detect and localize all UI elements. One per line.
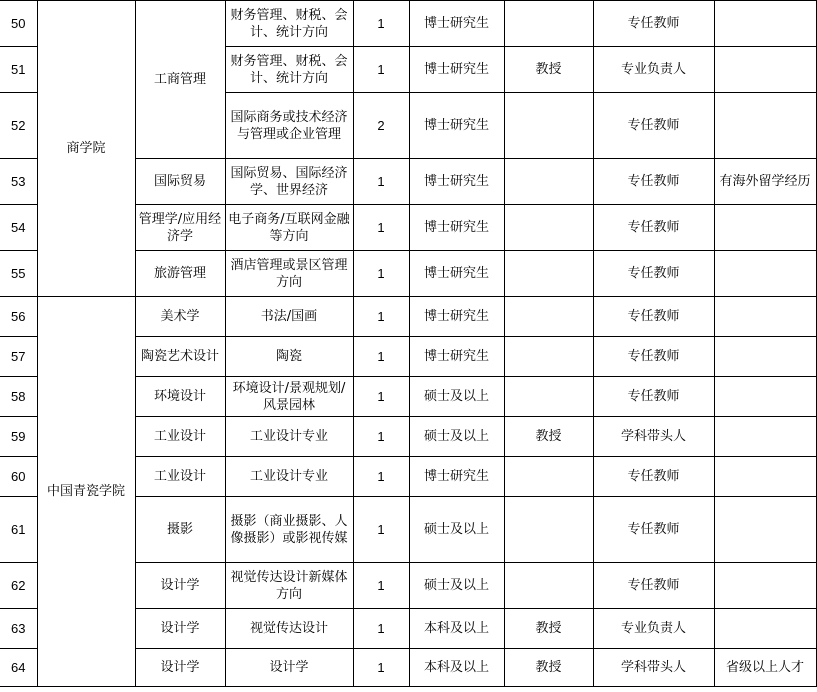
education-cell: 博士研究生: [409, 159, 504, 205]
position-cell: 专任教师: [593, 159, 714, 205]
count-cell: 1: [353, 649, 409, 687]
count-cell: 1: [353, 337, 409, 377]
row-number: 59: [0, 417, 37, 457]
education-cell: 博士研究生: [409, 47, 504, 93]
row-number: 61: [0, 497, 37, 563]
title-cell: 教授: [504, 609, 593, 649]
education-cell: 硕士及以上: [409, 417, 504, 457]
major-cell: 电子商务/互联网金融等方向: [225, 205, 353, 251]
title-cell: 教授: [504, 417, 593, 457]
major-cell: 国际商务或技术经济与管理或企业管理: [225, 93, 353, 159]
major-cell: 设计学: [225, 649, 353, 687]
row-number: 55: [0, 251, 37, 297]
row-number: 57: [0, 337, 37, 377]
position-cell: 专业负责人: [593, 47, 714, 93]
education-cell: 博士研究生: [409, 297, 504, 337]
education-cell: 博士研究生: [409, 251, 504, 297]
title-cell: [504, 159, 593, 205]
note-cell: [714, 377, 816, 417]
position-cell: 专任教师: [593, 251, 714, 297]
row-number: 51: [0, 47, 37, 93]
major-cell: 国际贸易、国际经济学、世界经济: [225, 159, 353, 205]
dept-cell: 管理学/应用经济学: [135, 205, 225, 251]
row-number: 58: [0, 377, 37, 417]
title-cell: [504, 377, 593, 417]
row-number: 62: [0, 563, 37, 609]
education-cell: 硕士及以上: [409, 563, 504, 609]
position-cell: 专任教师: [593, 205, 714, 251]
college-cell: 中国青瓷学院: [37, 297, 135, 687]
major-cell: 财务管理、财税、会计、统计方向: [225, 47, 353, 93]
college-cell: 商学院: [37, 1, 135, 297]
count-cell: 1: [353, 251, 409, 297]
row-number: 53: [0, 159, 37, 205]
education-cell: 本科及以上: [409, 609, 504, 649]
count-cell: 1: [353, 205, 409, 251]
dept-cell: 陶瓷艺术设计: [135, 337, 225, 377]
count-cell: 1: [353, 609, 409, 649]
dept-cell: 设计学: [135, 609, 225, 649]
position-cell: 专任教师: [593, 377, 714, 417]
major-cell: 摄影（商业摄影、人像摄影）或影视传媒: [225, 497, 353, 563]
note-cell: [714, 609, 816, 649]
row-number: 52: [0, 93, 37, 159]
major-cell: 财务管理、财税、会计、统计方向: [225, 1, 353, 47]
count-cell: 1: [353, 159, 409, 205]
dept-cell: 摄影: [135, 497, 225, 563]
education-cell: 博士研究生: [409, 205, 504, 251]
dept-cell: 设计学: [135, 563, 225, 609]
count-cell: 2: [353, 93, 409, 159]
note-cell: [714, 47, 816, 93]
dept-cell: 旅游管理: [135, 251, 225, 297]
dept-cell: 设计学: [135, 649, 225, 687]
title-cell: [504, 563, 593, 609]
row-number: 60: [0, 457, 37, 497]
row-number: 50: [0, 1, 37, 47]
note-cell: [714, 563, 816, 609]
education-cell: 本科及以上: [409, 649, 504, 687]
count-cell: 1: [353, 377, 409, 417]
note-cell: [714, 497, 816, 563]
count-cell: 1: [353, 417, 409, 457]
row-number: 63: [0, 609, 37, 649]
education-cell: 博士研究生: [409, 1, 504, 47]
note-cell: [714, 297, 816, 337]
position-cell: 专任教师: [593, 1, 714, 47]
count-cell: 1: [353, 563, 409, 609]
dept-cell: 美术学: [135, 297, 225, 337]
note-cell: 省级以上人才: [714, 649, 816, 687]
dept-cell: 工业设计: [135, 457, 225, 497]
title-cell: [504, 457, 593, 497]
position-cell: 专任教师: [593, 563, 714, 609]
position-cell: 专任教师: [593, 297, 714, 337]
count-cell: 1: [353, 47, 409, 93]
note-cell: [714, 417, 816, 457]
major-cell: 环境设计/景观规划/风景园林: [225, 377, 353, 417]
title-cell: 教授: [504, 47, 593, 93]
major-cell: 工业设计专业: [225, 417, 353, 457]
title-cell: [504, 337, 593, 377]
education-cell: 博士研究生: [409, 337, 504, 377]
education-cell: 博士研究生: [409, 93, 504, 159]
major-cell: 视觉传达设计新媒体方向: [225, 563, 353, 609]
education-cell: 硕士及以上: [409, 497, 504, 563]
table-row: [0, 1, 816, 47]
note-cell: [714, 1, 816, 47]
position-cell: 专任教师: [593, 497, 714, 563]
title-cell: 教授: [504, 649, 593, 687]
count-cell: 1: [353, 1, 409, 47]
note-cell: [714, 251, 816, 297]
major-cell: 陶瓷: [225, 337, 353, 377]
row-number: 64: [0, 649, 37, 687]
count-cell: 1: [353, 457, 409, 497]
dept-cell: 国际贸易: [135, 159, 225, 205]
row-number: 54: [0, 205, 37, 251]
row-number: 56: [0, 297, 37, 337]
position-cell: 专任教师: [593, 337, 714, 377]
count-cell: 1: [353, 297, 409, 337]
title-cell: [504, 497, 593, 563]
title-cell: [504, 1, 593, 47]
education-cell: 硕士及以上: [409, 377, 504, 417]
position-cell: 学科带头人: [593, 417, 714, 457]
note-cell: [714, 93, 816, 159]
position-cell: 专任教师: [593, 457, 714, 497]
note-cell: [714, 205, 816, 251]
major-cell: 工业设计专业: [225, 457, 353, 497]
note-cell: [714, 457, 816, 497]
note-cell: 有海外留学经历: [714, 159, 816, 205]
education-cell: 博士研究生: [409, 457, 504, 497]
major-cell: 书法/国画: [225, 297, 353, 337]
position-cell: 专业负责人: [593, 609, 714, 649]
note-cell: [714, 337, 816, 377]
major-cell: 酒店管理或景区管理方向: [225, 251, 353, 297]
title-cell: [504, 93, 593, 159]
title-cell: [504, 251, 593, 297]
position-cell: 专任教师: [593, 93, 714, 159]
title-cell: [504, 205, 593, 251]
table-row: [0, 297, 816, 337]
dept-cell: 工商管理: [135, 1, 225, 159]
dept-cell: 环境设计: [135, 377, 225, 417]
major-cell: 视觉传达设计: [225, 609, 353, 649]
dept-cell: 工业设计: [135, 417, 225, 457]
count-cell: 1: [353, 497, 409, 563]
title-cell: [504, 297, 593, 337]
position-cell: 学科带头人: [593, 649, 714, 687]
